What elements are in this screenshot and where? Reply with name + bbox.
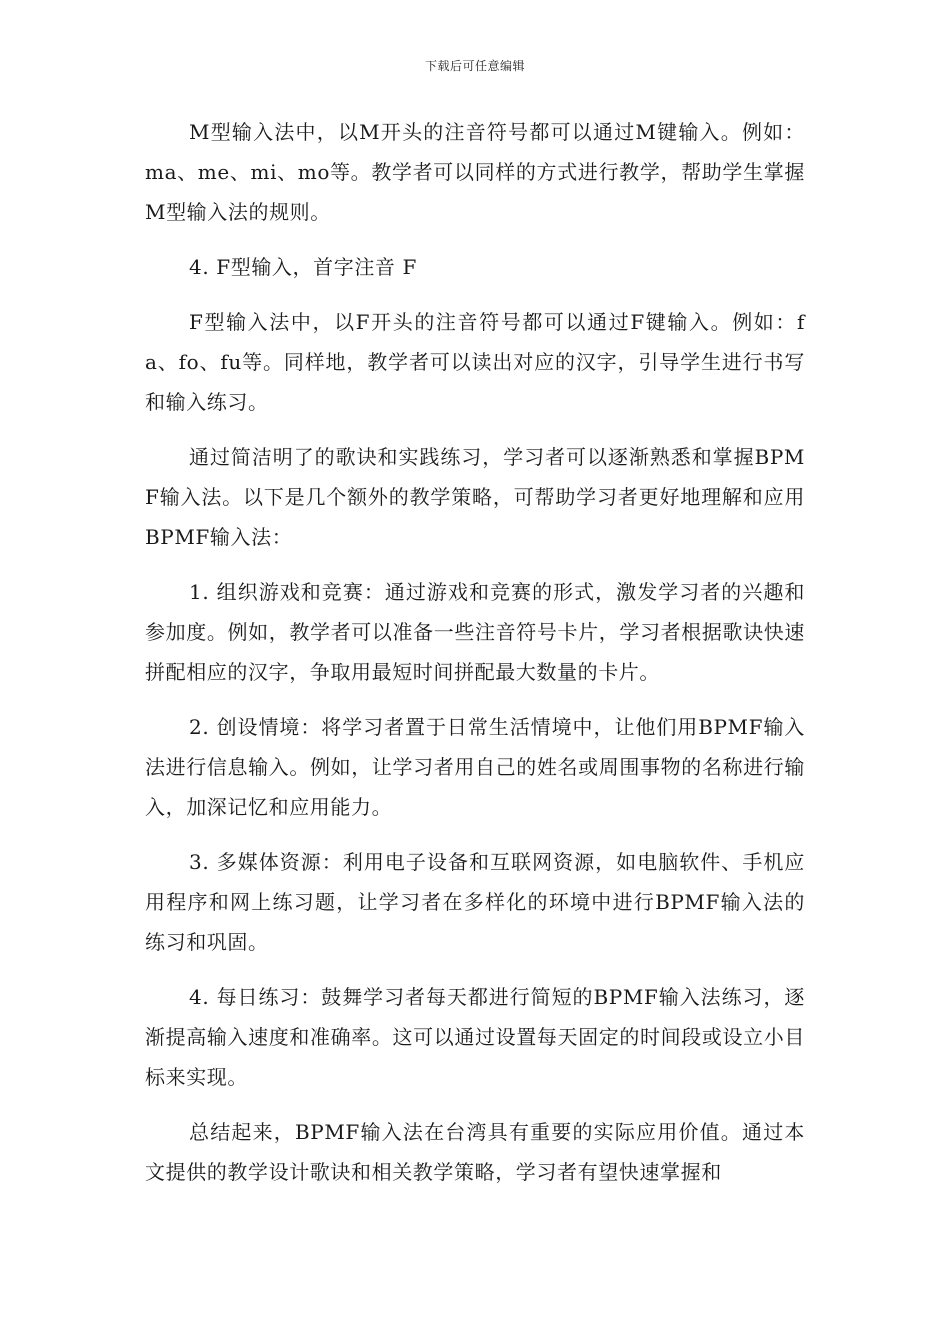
paragraph-f-input: F型输入法中，以F开头的注音符号都可以通过F键输入。例如：fa、fo、fu等。同样地，教学者可以读出对应的汉字，引导学生进行书写和输入练习。: [145, 310, 805, 414]
paragraph-summary-strategies: 通过简洁明了的歌诀和实践练习，学习者可以逐渐熟悉和掌握BPMF输入法。以下是几个额外的教学策略，可帮助学习者更好地理解和应用BPMF输入法：: [145, 445, 805, 549]
paragraph-strategy-multimedia: 3. 多媒体资源：利用电子设备和互联网资源，如电脑软件、手机应用程序和网上练习题，让学习者在多样化的环境中进行BPMF输入法的练习和巩固。: [145, 850, 805, 954]
paragraph-strategy-daily-practice: 4. 每日练习：鼓舞学习者每天都进行简短的BPMF输入法练习，逐渐提高输入速度和准确率。这可以通过设置每天固定的时间段或设立小目标来实现。: [145, 985, 805, 1089]
heading-f-input: 4. F型输入，首字注音 F: [189, 255, 417, 279]
paragraph-m-input: M型输入法中，以M开头的注音符号都可以通过M键输入。例如：ma、me、mi、mo等。教学者可以同样的方式进行教学，帮助学生掌握M型输入法的规则。: [145, 120, 805, 224]
paragraph-strategy-situations: 2. 创设情境：将学习者置于日常生活情境中，让他们用BPMF输入法进行信息输入。例如，让学习者用自己的姓名或周围事物的名称进行输入，加深记忆和应用能力。: [145, 715, 805, 819]
document-body: [145, 112, 805, 1207]
paragraph-strategy-games: 1. 组织游戏和竞赛：通过游戏和竞赛的形式，激发学习者的兴趣和参加度。例如，教学者可以准备一些注音符号卡片，学习者根据歌诀快速拼配相应的汉字，争取用最短时间拼配最大数量的卡片。: [145, 580, 805, 684]
paragraph-conclusion: 总结起来，BPMF输入法在台湾具有重要的实际应用价值。通过本文提供的教学设计歌诀和相关教学策略，学习者有望快速掌握和: [145, 1120, 805, 1184]
page-header: 下载后可任意编辑: [424, 59, 525, 73]
